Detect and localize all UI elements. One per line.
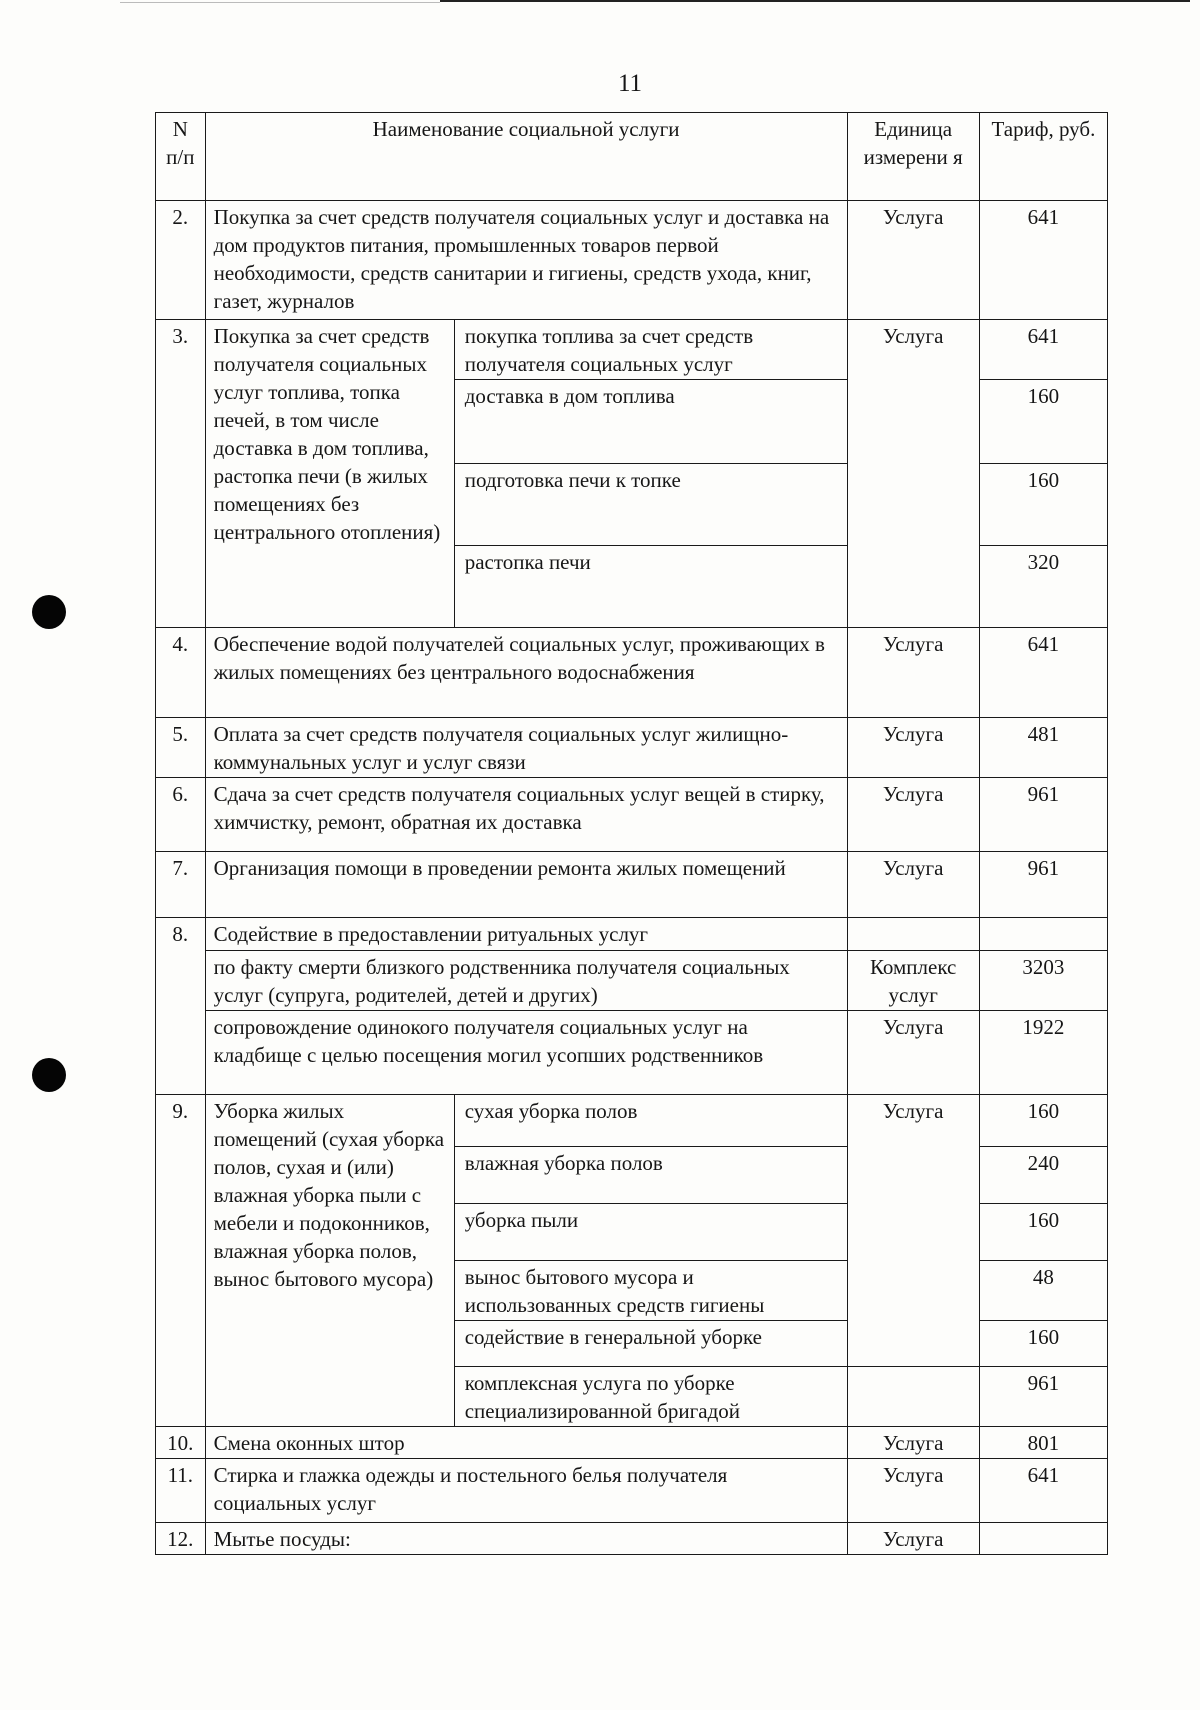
tariff-cell <box>979 918 1107 951</box>
sub-service-name: сухая уборка полов <box>454 1095 847 1147</box>
service-name: Содействие в предоставлении ритуальных услуг <box>205 918 847 951</box>
unit-cell: Услуга <box>847 320 979 628</box>
table-row <box>156 778 1108 852</box>
tariff-cell: 3203 <box>979 951 1107 1011</box>
row-number: 12. <box>156 1523 206 1555</box>
header-num: N п/п <box>156 113 206 201</box>
header-name: Наименование социальной услуги <box>205 113 847 201</box>
sub-service-name: влажная уборка полов <box>454 1147 847 1204</box>
header-tariff: Тариф, руб. <box>979 113 1107 201</box>
tariff-cell: 240 <box>979 1147 1107 1204</box>
tariff-cell: 481 <box>979 718 1107 778</box>
punch-hole <box>32 595 66 629</box>
tariff-cell: 160 <box>979 380 1107 464</box>
tariff-cell: 1922 <box>979 1011 1107 1095</box>
tariff-cell: 641 <box>979 628 1107 718</box>
tariff-cell: 641 <box>979 201 1107 320</box>
sub-service-name: вынос бытового мусора и использованных средств гигиены <box>454 1261 847 1321</box>
table-row <box>156 628 1108 718</box>
table-row <box>156 201 1108 320</box>
tariff-cell: 320 <box>979 546 1107 628</box>
unit-cell: Услуга <box>847 852 979 918</box>
service-name: Мытье посуды: <box>205 1523 847 1555</box>
sub-service-name: растопка печи <box>454 546 847 628</box>
unit-cell: Услуга <box>847 1427 979 1459</box>
tariff-cell <box>979 1523 1107 1555</box>
table-row <box>156 852 1108 918</box>
tariff-cell: 160 <box>979 1204 1107 1261</box>
sub-service-name: доставка в дом топлива <box>454 380 847 464</box>
scan-edge-line <box>440 0 1190 2</box>
row-number: 6. <box>156 778 206 852</box>
service-name: Уборка жилых помещений (сухая уборка полов, сухая и (или) влажная уборка пыли с мебели и подоконников, влажная уборка полов, вынос бытового мусора) <box>205 1095 454 1427</box>
punch-hole <box>32 1058 66 1092</box>
row-number: 2. <box>156 201 206 320</box>
tariff-cell: 961 <box>979 852 1107 918</box>
row-number: 3. <box>156 320 206 628</box>
sub-service-name: сопровождение одинокого получателя социальных услуг на кладбище с целью посещения могил усопших родственников <box>205 1011 847 1095</box>
table-header <box>156 113 1108 201</box>
service-name: Сдача за счет средств получателя социальных услуг вещей в стирку, химчистку, ремонт, обратная их доставка <box>205 778 847 852</box>
table-row <box>156 1523 1108 1555</box>
tariff-cell: 801 <box>979 1427 1107 1459</box>
tariff-cell: 160 <box>979 464 1107 546</box>
unit-cell: Услуга <box>847 1095 979 1367</box>
table-row <box>156 951 1108 1011</box>
row-number: 8. <box>156 918 206 1095</box>
sub-service-name: по факту смерти близкого родственника получателя социальных услуг (супруга, родителей, детей и других) <box>205 951 847 1011</box>
scan-edge-line <box>120 2 440 3</box>
service-name: Организация помощи в проведении ремонта жилых помещений <box>205 852 847 918</box>
row-number: 11. <box>156 1459 206 1523</box>
tariff-cell: 641 <box>979 1459 1107 1523</box>
row-number: 5. <box>156 718 206 778</box>
table-row <box>156 1095 1108 1147</box>
tariff-cell: 48 <box>979 1261 1107 1321</box>
tariff-cell: 641 <box>979 320 1107 380</box>
page-number: 11 <box>617 70 643 97</box>
table-row <box>156 1011 1108 1095</box>
service-name: Обеспечение водой получателей социальных услуг, проживающих в жилых помещениях без центрального водоснабжения <box>205 628 847 718</box>
unit-cell: Услуга <box>847 1011 979 1095</box>
unit-cell: Услуга <box>847 628 979 718</box>
unit-cell: Услуга <box>847 1459 979 1523</box>
service-name: Покупка за счет средств получателя социальных услуг топлива, топка печей, в том числе доставка в дом топлива, растопка печи (в жилых помещениях без центрального отопления) <box>205 320 454 628</box>
service-name: Стирка и глажка одежды и постельного белья получателя социальных услуг <box>205 1459 847 1523</box>
service-name: Оплата за счет средств получателя социальных услуг жилищно-коммунальных услуг и услуг связи <box>205 718 847 778</box>
table-row <box>156 918 1108 951</box>
service-name: Покупка за счет средств получателя социальных услуг и доставка на дом продуктов питания, промышленных товаров первой необходимости, средств санитарии и гигиены, средств ухода, книг, газет, журналов <box>205 201 847 320</box>
tariff-cell: 160 <box>979 1321 1107 1367</box>
table-row <box>156 1459 1108 1523</box>
sub-service-name: подготовка печи к топке <box>454 464 847 546</box>
unit-cell: Услуга <box>847 718 979 778</box>
unit-cell: Услуга <box>847 201 979 320</box>
table-row <box>156 1427 1108 1459</box>
sub-service-name: уборка пыли <box>454 1204 847 1261</box>
tariff-cell: 961 <box>979 778 1107 852</box>
sub-service-name: покупка топлива за счет средств получателя социальных услуг <box>454 320 847 380</box>
tariff-cell: 961 <box>979 1367 1107 1427</box>
service-name: Смена оконных штор <box>205 1427 847 1459</box>
sub-service-name: комплексная услуга по уборке специализированной бригадой <box>454 1367 847 1427</box>
row-number: 10. <box>156 1427 206 1459</box>
tariff-cell: 160 <box>979 1095 1107 1147</box>
header-unit: Единица измерени я <box>847 113 979 201</box>
row-number: 4. <box>156 628 206 718</box>
unit-cell <box>847 1367 979 1427</box>
table-row <box>156 320 1108 380</box>
tariff-table <box>155 112 1108 1555</box>
sub-service-name: содействие в генеральной уборке <box>454 1321 847 1367</box>
row-number: 9. <box>156 1095 206 1427</box>
unit-cell: Услуга <box>847 1523 979 1555</box>
row-number: 7. <box>156 852 206 918</box>
table-row <box>156 718 1108 778</box>
unit-cell: Комплекс услуг <box>847 951 979 1011</box>
unit-cell <box>847 918 979 951</box>
unit-cell: Услуга <box>847 778 979 852</box>
